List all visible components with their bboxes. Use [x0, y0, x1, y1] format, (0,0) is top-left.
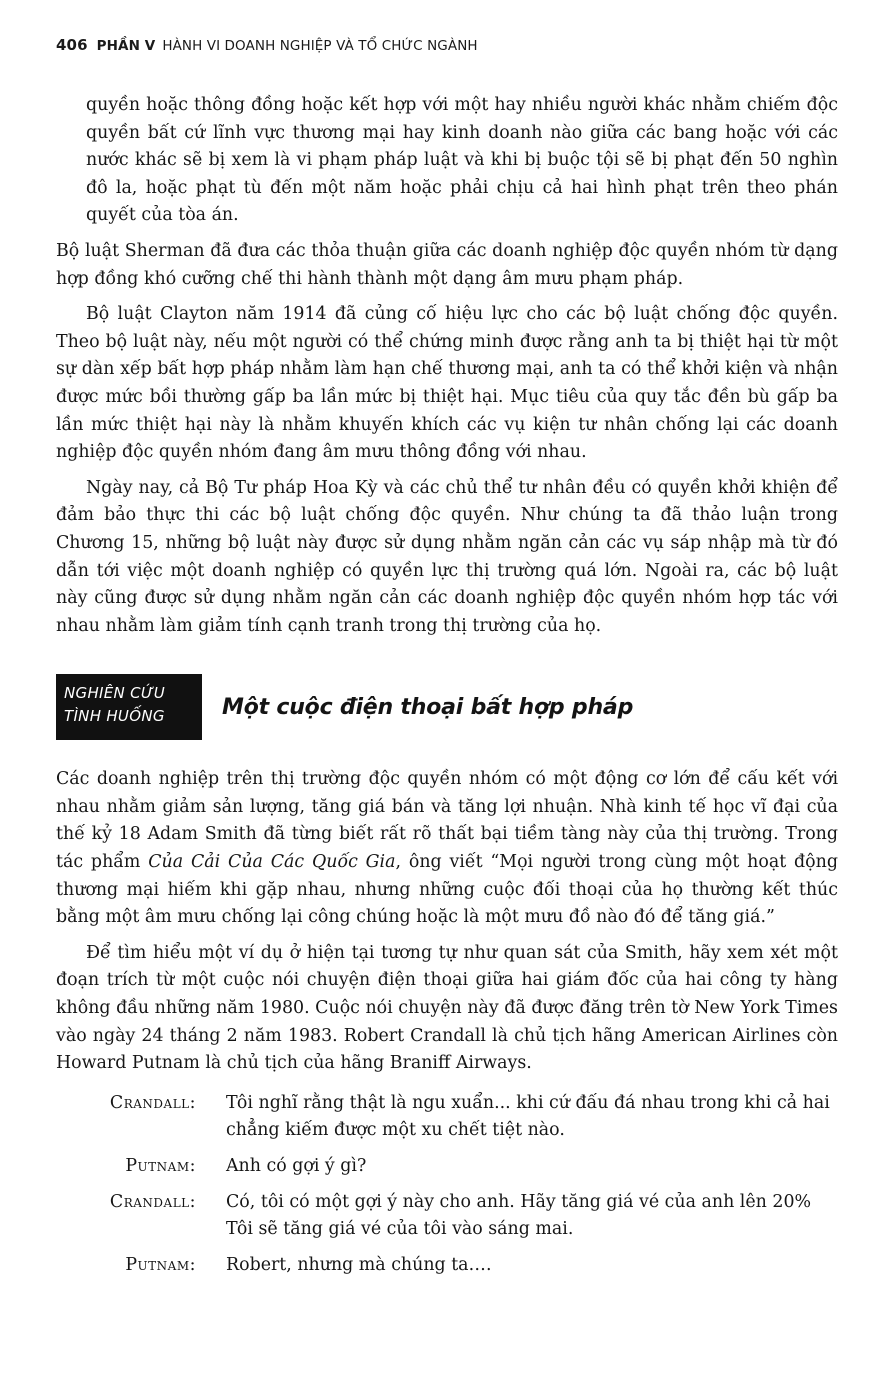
case-study-label-box — [56, 674, 202, 740]
paragraph-sherman: Bộ luật Sherman đã đưa các thỏa thuận giữa các doanh nghiệp độc quyền nhóm từ dạng hợp đồng khó cưỡng chế thi hành thành một dạng âm mưu phạm pháp. — [56, 240, 838, 289]
dialogue-text: Tôi nghĩ rằng thật là ngu xuẩn... khi cứ đấu đá nhau trong khi cả hai chẳng kiếm được một xu chết tiệt nào. — [226, 1092, 830, 1141]
dialogue-line — [56, 1090, 838, 1145]
dialogue-speaker: Crandall: — [109, 1092, 196, 1113]
quoted-law-text: quyền hoặc thông đồng hoặc kết hợp với một hay nhiều người khác nhằm chiếm độc quyền bất cứ lĩnh vực thương mại hay kinh doanh nào giữa các bang hoặc với các nước khác sẽ bị xem là vi phạm pháp luật và khi bị buộc tội sẽ bị phạt đến 50 nghìn đô la, hoặc phạt tù đến một năm hoặc phải chịu cả hai hình phạt trên theo phán quyết của tòa án. — [86, 95, 838, 226]
running-header — [56, 36, 478, 54]
chapter-title: HÀNH VI DOANH NGHIỆP VÀ TỔ CHỨC NGÀNH — [162, 38, 478, 54]
part-label: PHẦN V — [96, 38, 156, 54]
dialogue-line — [56, 1153, 838, 1181]
case-study-label-line2: TÌNH HUỐNG — [64, 707, 165, 726]
paragraph-clayton: Bộ luật Clayton năm 1914 đã củng cố hiệu lực cho các bộ luật chống độc quyền. Theo bộ luật này, nếu một người có thể chứng minh được rằng anh ta bị thiệt hại từ một sự dàn xếp bất hợp pháp nhằm làm hạn chế thương mại, anh ta có thể khởi kiện và nhận được mức bồi thường gấp ba lần mức bị thiệt hại. Mục tiêu của quy tắc đền bù gấp ba lần mức thiệt hại này là nhằm khuyến khích các vụ kiện tư nhân chống lại các doanh nghiệp độc quyền nhóm đang âm mưu thông đồng với nhau. — [56, 304, 838, 463]
page-number: 406 — [56, 36, 88, 54]
case-study-heading — [56, 674, 838, 740]
dialogue-speaker: Putnam: — [125, 1254, 196, 1275]
page-body — [56, 92, 838, 1287]
dialogue-text: Anh có gợi ý gì? — [226, 1156, 367, 1176]
case-paragraph-2: Để tìm hiểu một ví dụ ở hiện tại tương tự như quan sát của Smith, hãy xem xét một đoạn trích từ một cuộc nói chuyện điện thoại giữa hai giám đốc của hai công ty hàng không đầu những năm 1980. Cuộc nói chuyện này đã được đăng trên tờ New York Times vào ngày 24 tháng 2 năm 1983. Robert Crandall là chủ tịch hãng American Airlines còn Howard Putnam là chủ tịch của hãng Braniff Airways. — [56, 942, 838, 1074]
dialogue-text: Robert, nhưng mà chúng ta…. — [226, 1254, 492, 1275]
case-paragraph-1-end: , ông viết “Mọi người trong cùng một hoạt động thương mại hiếm khi gặp nhau, nhưng những cuộc đối thoại của họ thường kết thúc bằng một âm mưu chống lại công chúng hoặc là một mưu đồ nào đó để tăng giá.” — [56, 852, 838, 928]
case-study-title: Một cuộc điện thoại bất hợp pháp — [222, 694, 634, 720]
dialogue-line — [56, 1189, 838, 1244]
book-title: Của Cải Của Các Quốc Gia — [148, 852, 396, 873]
case-paragraph-1-start: Các doanh nghiệp trên thị trường độc quyền nhóm có một động cơ lớn để cấu kết với nhau nhằm giảm sản lượng, tăng giá bán và tăng lợi nhuận. Nhà kinh tế học vĩ đại của thế kỷ 18 Adam Smith đã từng biết rất rõ thất bại tiềm tàng này của thị trường. Trong tác phẩm — [56, 769, 838, 873]
dialogue-text: Có, tôi có một gợi ý này cho anh. Hãy tăng giá vé của anh lên 20% Tôi sẽ tăng giá vé của tôi vào sáng mai. — [226, 1191, 812, 1240]
dialogue-transcript — [56, 1090, 838, 1280]
dialogue-speaker: Crandall: — [109, 1191, 196, 1212]
case-study-label-line1: NGHIÊN CỨU — [64, 684, 166, 703]
dialogue-line — [56, 1252, 838, 1280]
paragraph-today: Ngày nay, cả Bộ Tư pháp Hoa Kỳ và các chủ thể tư nhân đều có quyền khởi khiện để đảm bảo thực thi các bộ luật chống độc quyền. Như chúng ta đã thảo luận trong Chương 15, những bộ luật này được sử dụng nhằm ngăn cản các vụ sáp nhập mà từ đó dẫn tới việc một doanh nghiệp có quyền lực thị trường quá lớn. Ngoài ra, các bộ luật này cũng được sử dụng nhằm ngăn cản các doanh nghiệp độc quyền nhóm hợp tác với nhau nhằm làm giảm tính cạnh tranh trong thị trường của họ. — [56, 477, 838, 636]
case-paragraph-1 — [56, 766, 838, 932]
dialogue-speaker: Putnam: — [125, 1156, 196, 1176]
